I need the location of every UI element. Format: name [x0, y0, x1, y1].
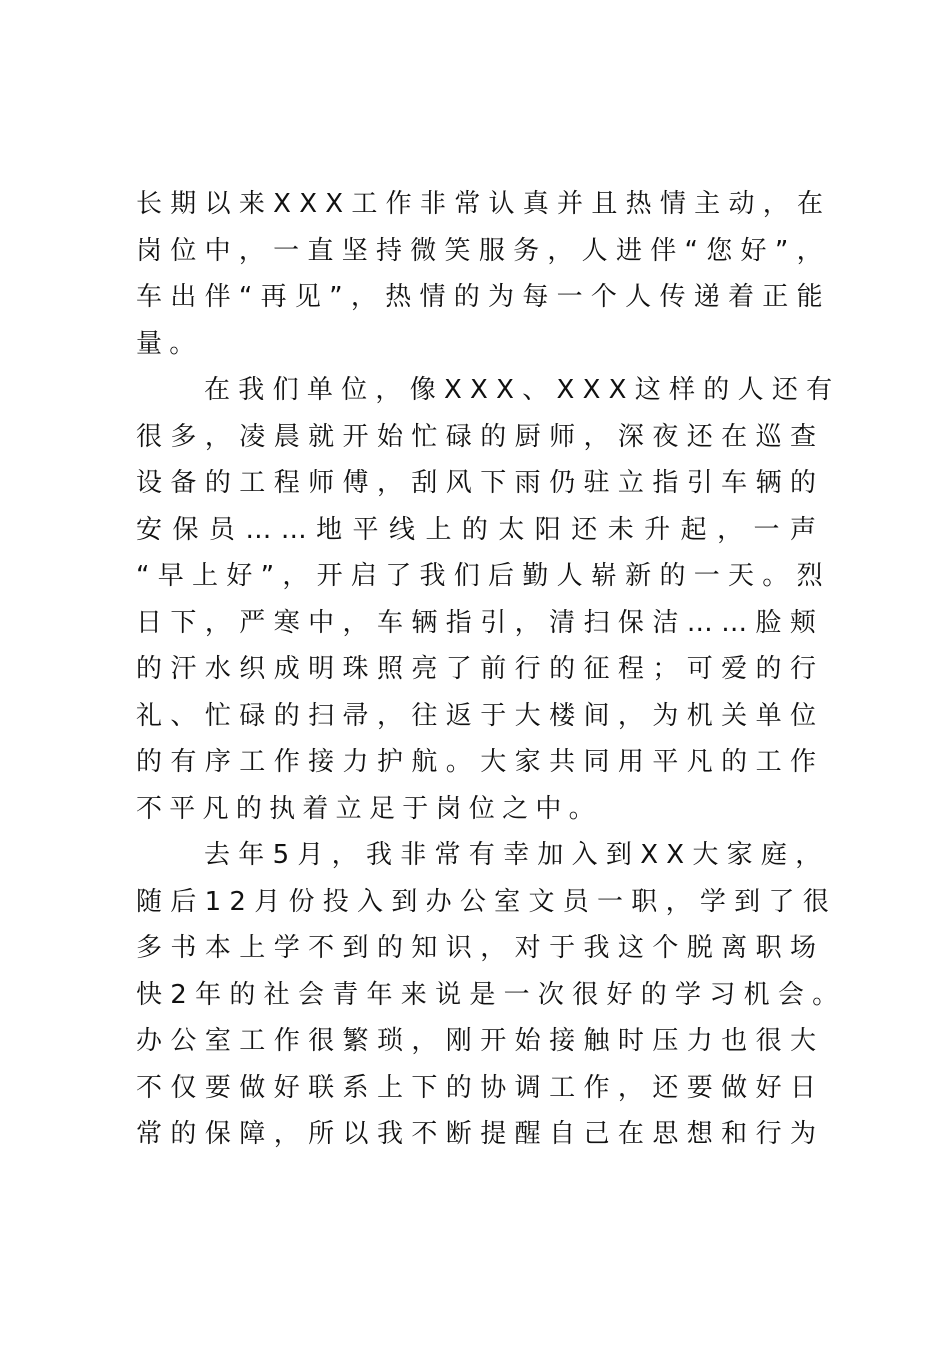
- text-line: 设 备 的 工 程 师 傅 ， 刮 风 下 雨 仍 驻 立 指 引 车 辆 的: [136, 468, 817, 498]
- text-line: 长 期 以 来 X X X 工 作 非 常 认 真 并 且 热 情 主 动 ， 在: [136, 189, 824, 219]
- text-line: 办 公 室 工 作 很 繁 琐 ， 刚 开 始 接 触 时 压 力 也 很 大: [136, 1026, 817, 1056]
- text-line: 礼 、 忙 碌 的 扫 帚 ， 往 返 于 大 楼 间 ， 为 机 关 单 位: [136, 700, 817, 731]
- text-line: 常 的 保 障 ， 所 以 我 不 断 提 醒 自 己 在 思 想 和 行 为: [136, 1119, 817, 1149]
- text-line: 日 下 ， 严 寒 中 ， 车 辆 指 引 ， 清 扫 保 洁 … … 脸 颊: [136, 607, 816, 638]
- text-line: 的 汗 水 织 成 明 珠 照 亮 了 前 行 的 征 程 ； 可 爱 的 行: [136, 654, 816, 684]
- text-line: 安 保 员 … … 地 平 线 上 的 太 阳 还 未 升 起 ， 一 声: [136, 514, 816, 545]
- text-line: 去 年 5 月 ， 我 非 常 有 幸 加 入 到 X X 大 家 庭 ，: [204, 840, 822, 870]
- text-line: 很 多 ， 凌 晨 就 开 始 忙 碌 的 厨 师 ， 深 夜 还 在 巡 查: [136, 421, 817, 452]
- paragraph-1: [136, 181, 836, 367]
- text-line: 不 仅 要 做 好 联 系 上 下 的 协 调 工 作 ， 还 要 做 好 日: [136, 1072, 817, 1103]
- text-line: 不平凡的执着立足于岗位之中。: [136, 793, 602, 824]
- text-line: “ 早 上 好 ” ， 开 启 了 我 们 后 勤 人 崭 新 的 一 天 。 烈: [136, 561, 823, 591]
- text-line: 车 出 伴 “ 再 见 ” ， 热 情 的 为 每 一 个 人 传 递 着 正 能: [136, 282, 823, 312]
- text-line: 随 后 1 2 月 份 投 入 到 办 公 室 文 员 一 职 ， 学 到 了 很: [136, 886, 829, 917]
- paragraph-2: [136, 367, 836, 832]
- text-line: 岗 位 中 ， 一 直 坚 持 微 笑 服 务 ， 人 进 伴 “ 您 好 ” ，: [136, 235, 823, 266]
- text-line: 的 有 序 工 作 接 力 护 航 。 大 家 共 同 用 平 凡 的 工 作: [136, 747, 817, 777]
- text-line: 在 我 们 单 位 ， 像 X X X 、 X X X 这 样 的 人 还 有: [204, 375, 833, 405]
- document-body: [136, 181, 839, 1158]
- text-line: 量。: [136, 328, 203, 359]
- paragraph-3: [136, 832, 839, 1158]
- text-line: 多 书 本 上 学 不 到 的 知 识 ， 对 于 我 这 个 脱 离 职 场: [136, 933, 817, 963]
- text-line: 快 2 年 的 社 会 青 年 来 说 是 一 次 很 好 的 学 习 机 会 。: [136, 979, 839, 1010]
